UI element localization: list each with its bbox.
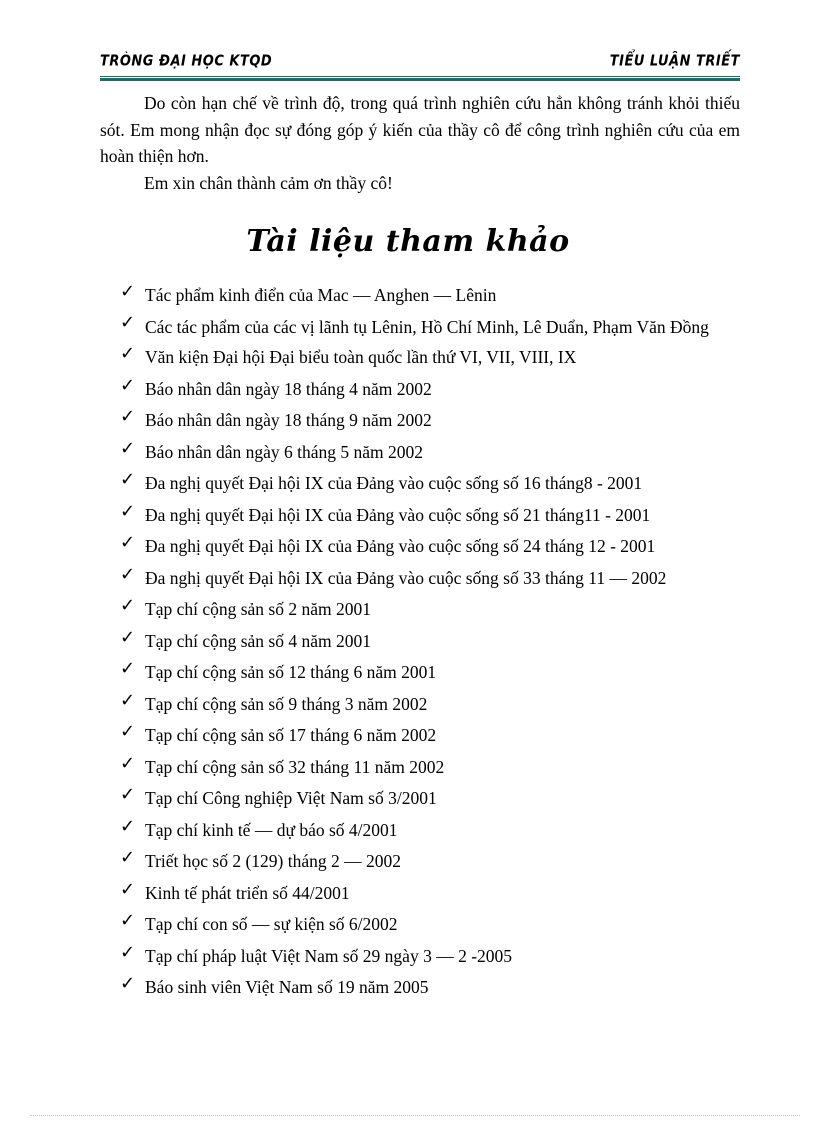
header-divider-thin	[100, 76, 740, 77]
closing-text	[100, 90, 740, 196]
reference-item	[120, 879, 745, 908]
check-mark-icon: ✓	[120, 343, 136, 364]
header-doc-type: TIỂU LUẬN TRIẾT	[609, 53, 740, 71]
check-mark-icon: ✓	[120, 406, 136, 427]
reference-text: Tạp chí cộng sản số 17 tháng 6 năm 2002	[145, 725, 437, 745]
reference-text: Đa nghị quyết Đại hội IX của Đảng vào cuộc sống số 24 tháng 12 - 2001	[145, 536, 656, 556]
reference-text: Báo sinh viên Việt Nam số 19 năm 2005	[145, 977, 429, 997]
check-mark-icon: ✓	[120, 721, 136, 742]
check-mark-icon: ✓	[120, 437, 136, 459]
reference-text: Tạp chí Công nghiệp Việt Nam số 3/2001	[145, 788, 437, 808]
reference-item	[120, 469, 745, 498]
check-mark-icon: ✓	[120, 658, 136, 679]
check-mark-icon: ✓	[120, 500, 136, 522]
check-mark-icon: ✓	[120, 910, 136, 931]
check-mark-icon: ✓	[120, 281, 136, 302]
reference-item	[120, 281, 745, 310]
reference-item	[120, 942, 745, 971]
reference-text: Tạp chí cộng sản số 32 tháng 11 năm 2002	[145, 756, 445, 777]
reference-text: Tạp chí con số — sự kiện số 6/2002	[145, 914, 398, 934]
check-mark-icon: ✓	[120, 878, 136, 900]
check-mark-icon: ✓	[120, 532, 136, 553]
reference-text: Tạp chí cộng sản số 12 tháng 6 năm 2001	[145, 662, 437, 682]
check-mark-icon: ✓	[120, 311, 136, 333]
check-mark-icon: ✓	[120, 847, 136, 868]
reference-text: Tạp chí kinh tế — dự báo số 4/2001	[145, 819, 398, 840]
reference-text: Tạp chí cộng sản số 9 tháng 3 năm 2002	[145, 693, 428, 714]
reference-text: Tạp chí pháp luật Việt Nam số 29 ngày 3 — 2 -2005	[145, 945, 513, 966]
reference-item	[120, 627, 745, 656]
check-mark-icon: ✓	[120, 689, 136, 711]
reference-item	[120, 501, 745, 530]
reference-item	[120, 658, 745, 687]
reference-item	[120, 753, 745, 782]
header-divider-thick	[100, 78, 740, 81]
references-title: Tài liệu tham khảo	[246, 224, 570, 259]
reference-item	[120, 816, 745, 845]
check-mark-icon: ✓	[120, 563, 136, 585]
reference-item	[120, 532, 745, 561]
footer-divider	[30, 1115, 800, 1116]
reference-text: Tạp chí cộng sản số 2 năm 2001	[145, 599, 371, 619]
reference-item	[120, 595, 745, 624]
header-school: TRÒNG ĐẠI HỌC KTQD	[100, 53, 273, 71]
reference-item	[120, 343, 745, 372]
check-mark-icon: ✓	[120, 374, 136, 396]
reference-item	[120, 721, 745, 750]
reference-text: Báo nhân dân ngày 18 tháng 4 năm 2002	[145, 378, 432, 399]
reference-text: Báo nhân dân ngày 18 tháng 9 năm 2002	[145, 410, 432, 430]
thanks-paragraph: Em xin chân thành cảm ơn thầy cô!	[144, 172, 393, 193]
check-mark-icon: ✓	[120, 815, 136, 837]
reference-text: Báo nhân dân ngày 6 tháng 5 năm 2002	[145, 441, 424, 462]
reference-item	[120, 313, 745, 341]
check-mark-icon: ✓	[120, 941, 136, 963]
check-mark-icon: ✓	[120, 595, 136, 616]
reference-text: Kinh tế phát triển số 44/2001	[145, 882, 350, 903]
reference-item	[120, 438, 745, 467]
reference-item	[120, 973, 745, 1002]
reference-text: Tác phẩm kinh điển của Mac — Anghen — Lênin	[145, 285, 497, 305]
reference-text: Đa nghị quyết Đại hội IX của Đảng vào cuộc sống số 33 tháng 11 — 2002	[145, 567, 667, 588]
reference-item	[120, 564, 745, 593]
reference-item	[120, 375, 745, 404]
reference-text: Văn kiện Đại hội Đại biểu toàn quốc lần thứ VI, VII, VIII, IX	[145, 347, 577, 367]
reference-text: Các tác phẩm của các vị lãnh tụ Lênin, Hồ Chí Minh, Lê Duẩn, Phạm Văn Đồng	[145, 316, 709, 337]
check-mark-icon: ✓	[120, 469, 136, 490]
closing-paragraph: Do còn hạn chế về trình độ, trong quá trình nghiên cứu hẳn không tránh khỏi thiếu sót. Em mong nhận đọc sự đóng góp ý kiến của thầy cô để công trình nghiên cứu của em hoàn thiện hơn.	[100, 93, 740, 166]
reference-text: Tạp chí cộng sản số 4 năm 2001	[145, 630, 371, 651]
reference-item	[120, 784, 745, 813]
reference-item	[120, 690, 745, 719]
check-mark-icon: ✓	[120, 973, 136, 994]
check-mark-icon: ✓	[120, 784, 136, 805]
reference-item	[120, 910, 745, 939]
page-header	[100, 53, 740, 77]
reference-text: Đa nghị quyết Đại hội IX của Đảng vào cuộc sống số 21 tháng11 - 2001	[145, 504, 651, 525]
check-mark-icon: ✓	[120, 626, 136, 648]
reference-text: Triết học số 2 (129) tháng 2 — 2002	[145, 851, 402, 871]
reference-item	[120, 406, 745, 435]
reference-text: Đa nghị quyết Đại hội IX của Đảng vào cuộc sống số 16 tháng8 - 2001	[145, 473, 643, 493]
reference-item	[120, 847, 745, 876]
check-mark-icon: ✓	[120, 752, 136, 774]
references-list	[120, 281, 745, 1005]
